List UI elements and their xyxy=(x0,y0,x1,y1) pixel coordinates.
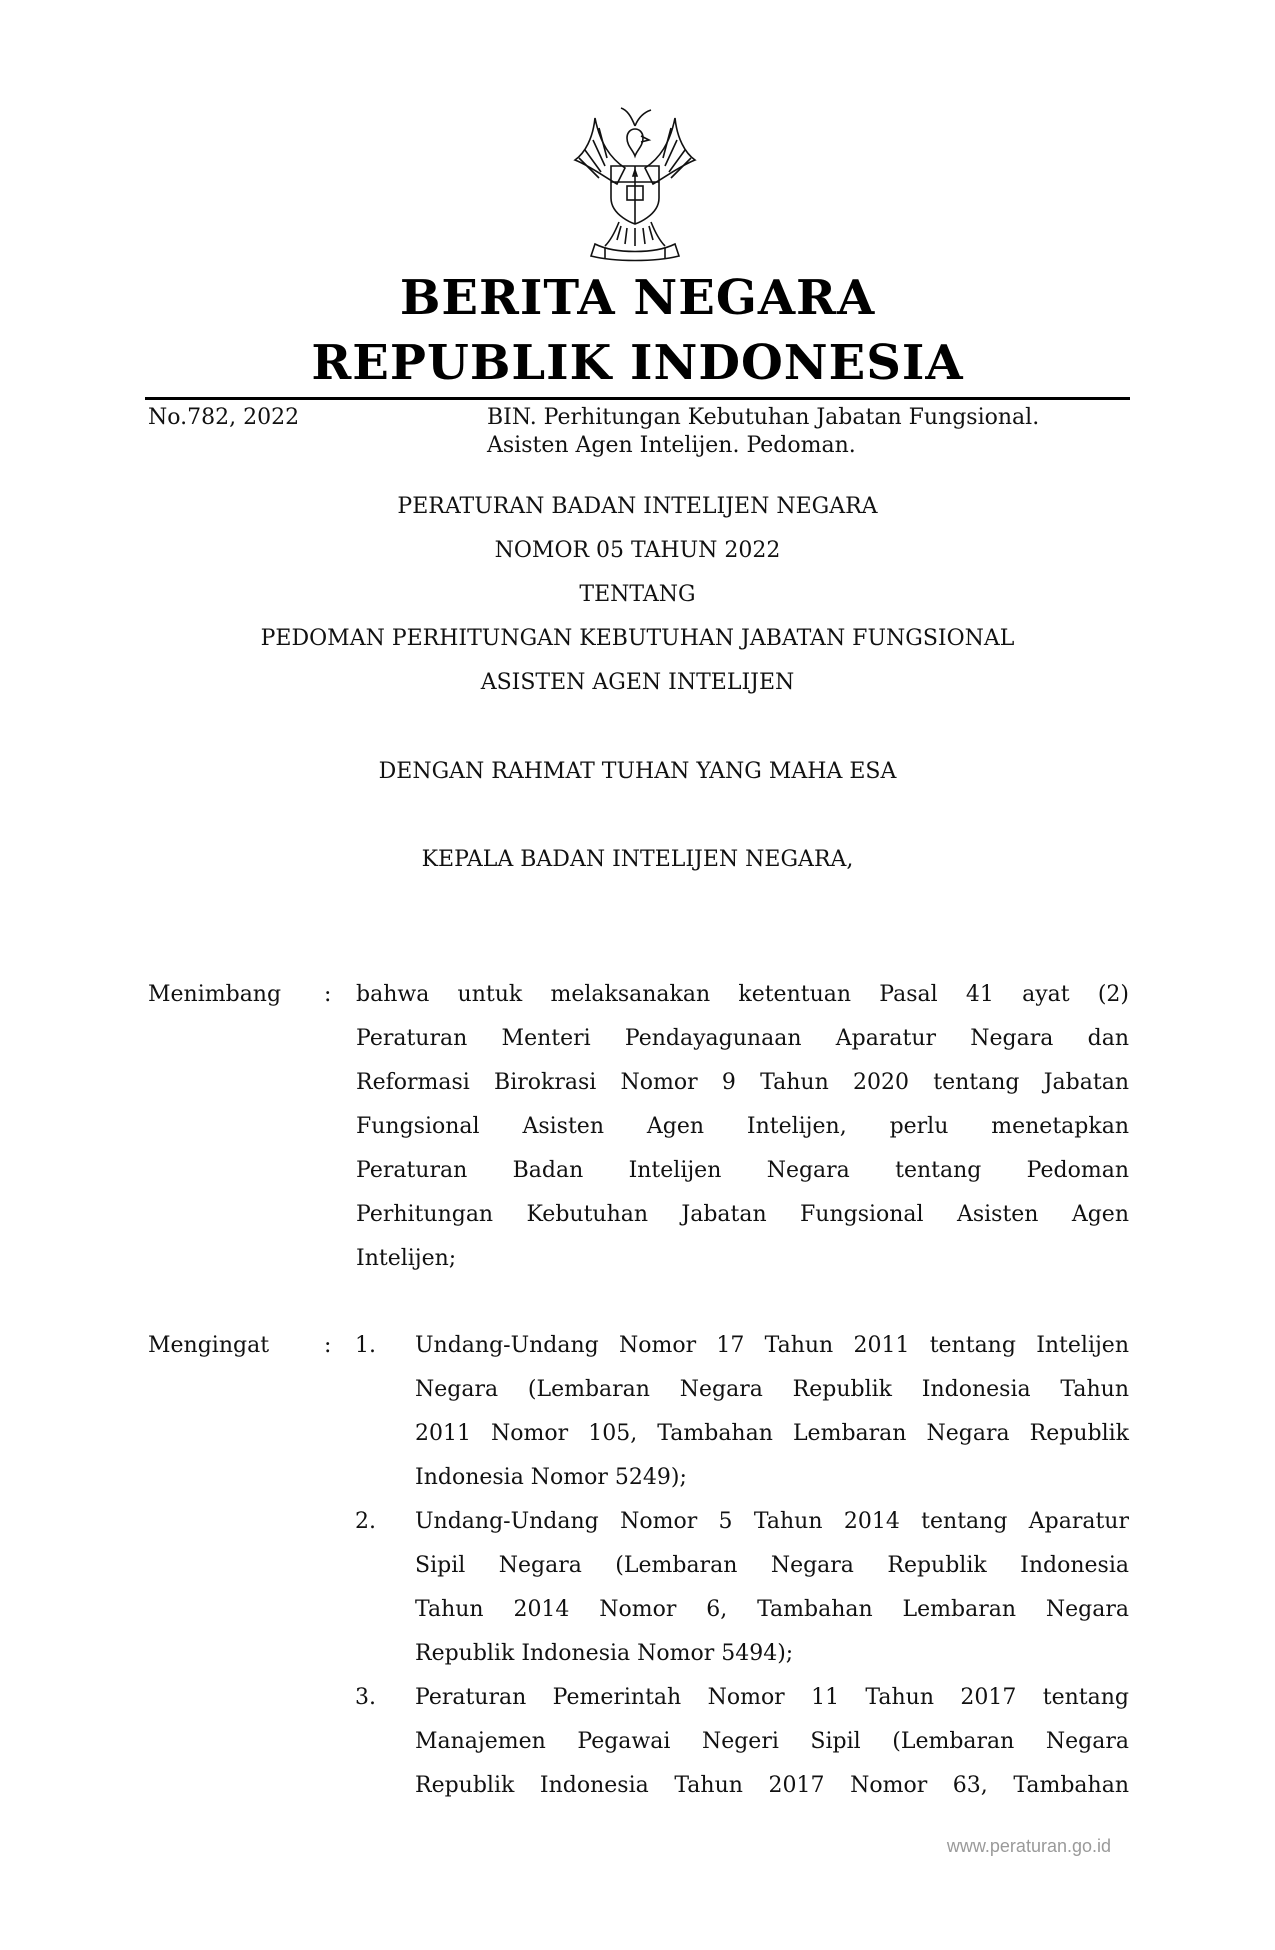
masthead-divider xyxy=(145,397,1130,400)
menimbang-line: bahwa untuk melaksanakan ketentuan Pasal 41 ayat (2) xyxy=(356,982,1129,1007)
list-item-line: Undang-Undang Nomor 5 Tahun 2014 tentang Aparatur xyxy=(415,1509,1129,1534)
list-item-line: Peraturan Pemerintah Nomor 11 Tahun 2017 tentang xyxy=(415,1685,1129,1710)
masthead-title: BERITA NEGARA xyxy=(399,270,876,326)
authority: KEPALA BADAN INTELIJEN NEGARA, xyxy=(421,847,854,872)
list-item-number: 1. xyxy=(355,1333,376,1358)
regulation-number: NOMOR 05 TAHUN 2022 xyxy=(494,538,781,563)
menimbang-line: Peraturan Menteri Pendayagunaan Aparatur Negara dan xyxy=(356,1026,1129,1051)
list-item-line: Negara (Lembaran Negara Republik Indonesia Tahun xyxy=(415,1377,1129,1402)
menimbang-line: Perhitungan Kebutuhan Jabatan Fungsional Asisten Agen xyxy=(356,1202,1129,1227)
list-item-number: 3. xyxy=(355,1685,376,1710)
regulation-subject-line: ASISTEN AGEN INTELIJEN xyxy=(480,670,795,695)
menimbang-line: Peraturan Badan Intelijen Negara tentang Pedoman xyxy=(356,1158,1129,1183)
menimbang-colon: : xyxy=(324,982,332,1007)
list-item xyxy=(415,1676,1129,1808)
menimbang-line: Intelijen; xyxy=(356,1246,457,1271)
gazette-number: No.782, 2022 xyxy=(148,405,300,430)
list-item-line: 2011 Nomor 105, Tambahan Lembaran Negara Republik xyxy=(415,1421,1129,1446)
regulation-title-line: PERATURAN BADAN INTELIJEN NEGARA xyxy=(397,494,878,519)
footer-url: www.peraturan.go.id xyxy=(946,1836,1111,1856)
list-item-line: Republik Indonesia Nomor 5494); xyxy=(415,1641,794,1666)
mengingat-colon: : xyxy=(324,1333,332,1358)
mengingat-label: Mengingat xyxy=(148,1333,270,1358)
list-item-line: Indonesia Nomor 5249); xyxy=(415,1465,687,1490)
regulation-tentang: TENTANG xyxy=(579,582,696,607)
list-item-line: Republik Indonesia Tahun 2017 Nomor 63, Tambahan xyxy=(415,1773,1129,1798)
menimbang-line: Reformasi Birokrasi Nomor 9 Tahun 2020 tentang Jabatan xyxy=(356,1070,1129,1095)
masthead-subtitle: REPUBLIK INDONESIA xyxy=(311,335,964,391)
list-item-line: Sipil Negara (Lembaran Negara Republik Indonesia xyxy=(415,1553,1129,1578)
gazette-subject-line: BIN. Perhitungan Kebutuhan Jabatan Fungsional. xyxy=(487,405,1040,430)
garuda-emblem-icon xyxy=(555,98,715,263)
regulation-subject-line: PEDOMAN PERHITUNGAN KEBUTUHAN JABATAN FUNGSIONAL xyxy=(260,626,1015,651)
menimbang-text xyxy=(356,973,1129,1281)
list-item xyxy=(415,1324,1129,1500)
list-item-line: Undang-Undang Nomor 17 Tahun 2011 tentang Intelijen xyxy=(415,1333,1129,1358)
invocation: DENGAN RAHMAT TUHAN YANG MAHA ESA xyxy=(378,759,897,784)
gazette-subject xyxy=(487,404,1147,460)
list-item xyxy=(415,1500,1129,1676)
list-item-line: Manajemen Pegawai Negeri Sipil (Lembaran Negara xyxy=(415,1729,1129,1754)
list-item-line: Tahun 2014 Nomor 6, Tambahan Lembaran Negara xyxy=(415,1597,1129,1622)
list-item-number: 2. xyxy=(355,1509,376,1534)
gazette-subject-line: Asisten Agen Intelijen. Pedoman. xyxy=(487,433,856,458)
menimbang-label: Menimbang xyxy=(148,982,282,1007)
menimbang-line: Fungsional Asisten Agen Intelijen, perlu menetapkan xyxy=(356,1114,1129,1139)
